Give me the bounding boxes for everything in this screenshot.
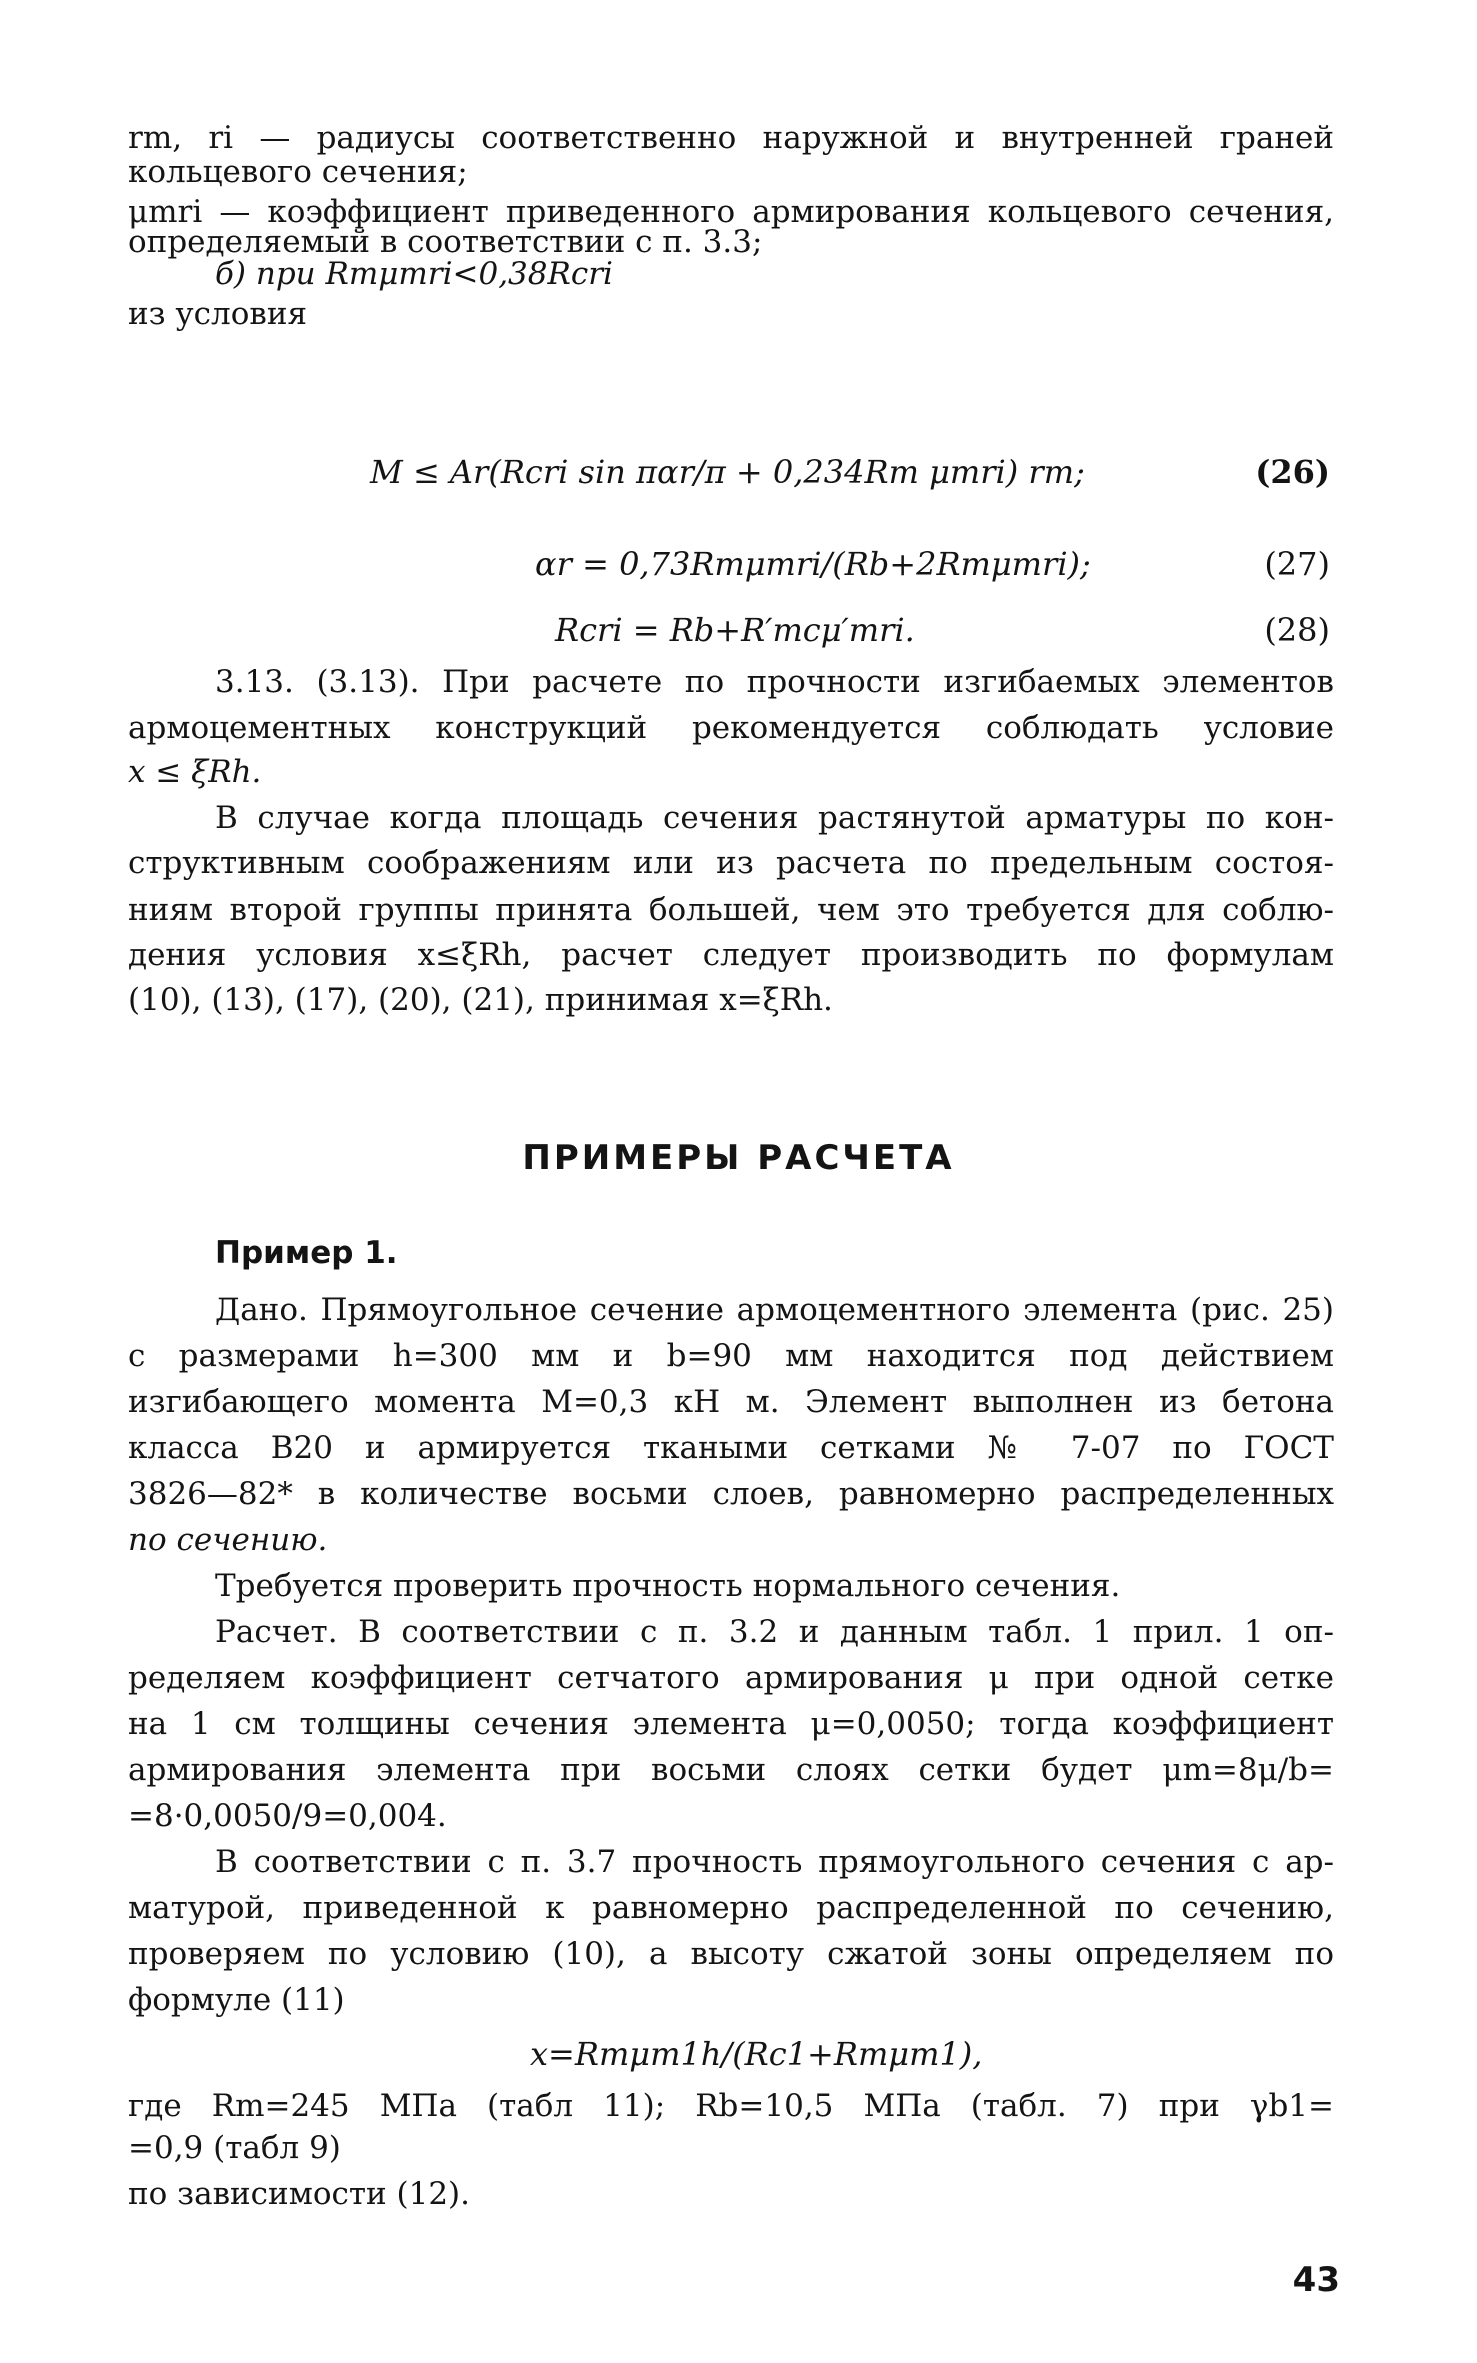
definition-mu-cont: определяемый в соответствии с п. 3.3;: [128, 224, 763, 260]
example-calc-line12: по зависимости (12).: [128, 2176, 470, 2212]
example-given-line4: класса В20 и армируется ткаными сетками № 7-07 по ГОСТ: [128, 1430, 1334, 1466]
example-given-line3: изгибающего момента M=0,3 кН м. Элемент выполнен из бетона: [128, 1384, 1334, 1420]
formula-27: αr = 0,73Rmμmri/(Rb+2Rmμmri);: [535, 545, 1091, 583]
section-3-13-line8: (10), (13), (17), (20), (21), принимая x=ξRh.: [128, 982, 833, 1018]
example-calc-line4: армирования элемента при восьми слоях сетки будет μm=8μ/b=: [128, 1752, 1334, 1788]
case-b-condition: б) при Rmμmri<0,38Rcri: [215, 256, 613, 292]
formula-27-number: (27): [1264, 545, 1330, 583]
example-requirement: Требуется проверить прочность нормального сечения.: [215, 1568, 1121, 1604]
formula-28-number: (28): [1264, 611, 1330, 649]
example-formula-x: x=Rmμm1h/(Rc1+Rmμm1),: [530, 2035, 983, 2073]
example-calc-line5: =8·0,0050/9=0,004.: [128, 1798, 447, 1834]
example-calc-line6: В соответствии с п. 3.7 прочность прямоугольного сечения с ар-: [215, 1844, 1334, 1880]
formula-26-number: (26): [1255, 453, 1330, 491]
definition-mu: μmri — коэффициент приведенного армирования кольцевого сечения,: [128, 194, 1334, 230]
definition-radii: rm, ri — радиусы соответственно наружной и внутренней граней: [128, 120, 1334, 156]
example-given-line1: Дано. Прямоугольное сечение армоцементного элемента (рис. 25): [215, 1292, 1334, 1328]
example-calc-line3: на 1 см толщины сечения элемента μ=0,0050; тогда коэффициент: [128, 1706, 1334, 1742]
formula-28: Rcri = Rb+R′mcμ′mri.: [555, 611, 915, 649]
section-3-13-line5: структивным соображениям или из расчета по предельным состоя-: [128, 845, 1334, 881]
example-calc-line10: где Rm=245 МПа (табл 11); Rb=10,5 МПа (табл. 7) при γb1=: [128, 2088, 1334, 2124]
example-given-line6: по сечению.: [128, 1522, 328, 1558]
section-3-13-line7: дения условия x≤ξRh, расчет следует производить по формулам: [128, 937, 1334, 973]
example-given-line5: 3826—82* в количестве восьми слоев, равномерно распределенных: [128, 1476, 1334, 1512]
section-3-13-line2: армоцементных конструкций рекомендуется соблюдать условие: [128, 710, 1334, 746]
definition-radii-cont: кольцевого сечения;: [128, 154, 468, 190]
section-heading: ПРИМЕРЫ РАСЧЕТА: [522, 1138, 955, 1178]
section-3-13-line6: ниям второй группы принята большей, чем это требуется для соблю-: [128, 892, 1334, 928]
section-3-13-condition: x ≤ ξRh.: [128, 754, 262, 790]
example-given-line2: с размерами h=300 мм и b=90 мм находится под действием: [128, 1338, 1334, 1374]
example-calc-line11: =0,9 (табл 9): [128, 2130, 341, 2166]
example-calc-line2: ределяем коэффициент сетчатого армирования μ при одной сетке: [128, 1660, 1334, 1696]
formula-26: M ≤ Ar(Rcri sin παr/π + 0,234Rm μmri) rm;: [370, 453, 1085, 491]
section-3-13-line4: В случае когда площадь сечения растянутой арматуры по кон-: [215, 800, 1334, 836]
example-title: Пример 1.: [215, 1235, 398, 1271]
example-calc-line7: матурой, приведенной к равномерно распределенной по сечению,: [128, 1890, 1334, 1926]
example-calc-line9: формуле (11): [128, 1982, 345, 2018]
example-calc-line1: Расчет. В соответствии с п. 3.2 и данным табл. 1 прил. 1 оп-: [215, 1614, 1334, 1650]
page-number: 43: [1292, 2260, 1340, 2300]
case-b-from-condition: из условия: [128, 296, 308, 332]
section-3-13-line1: 3.13. (3.13). При расчете по прочности изгибаемых элементов: [215, 664, 1334, 700]
example-calc-line8: проверяем по условию (10), а высоту сжатой зоны определяем по: [128, 1936, 1334, 1972]
